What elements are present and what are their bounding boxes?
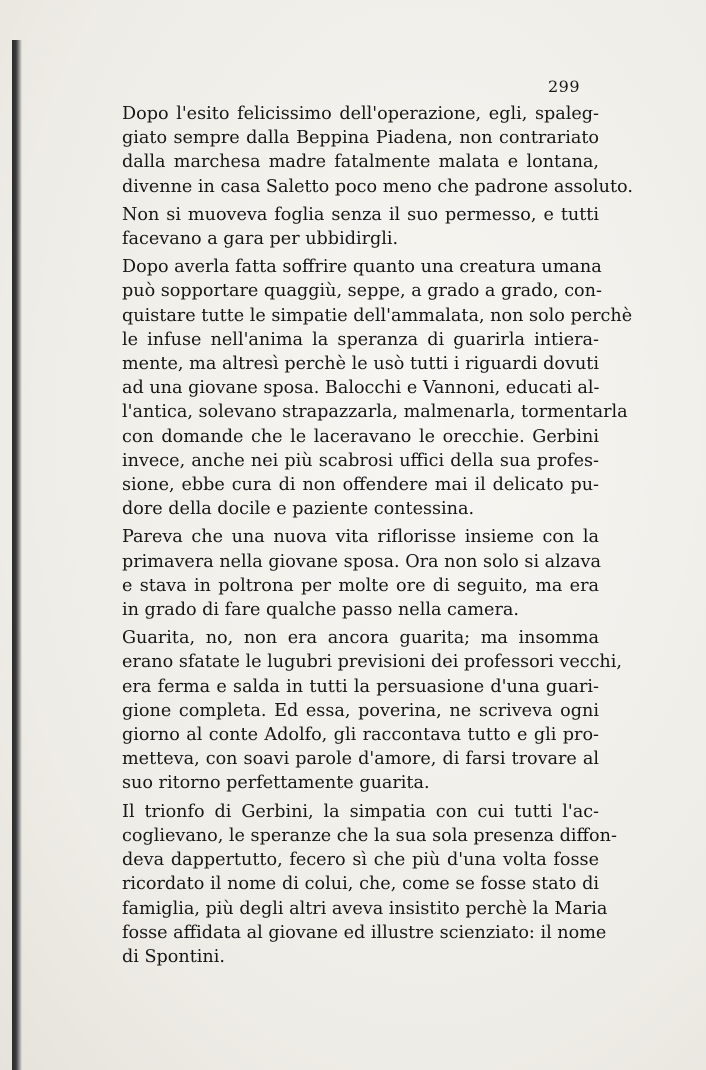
text-line: giorno al conte Adolfo, gli raccontava tutto e gli pro- bbox=[122, 725, 599, 746]
text-line: deva dappertutto, fecero sì che più d'una volta fosse bbox=[122, 850, 599, 871]
binding-edge-shadow bbox=[12, 40, 22, 1070]
text-line: con domande che le laceravano le orecchie. Gerbini bbox=[122, 426, 599, 447]
paragraph bbox=[103, 626, 622, 795]
text-line: quistare tutte le simpatie dell'ammalata, non solo perchè bbox=[122, 305, 633, 326]
paragraph bbox=[103, 255, 633, 521]
paragraph bbox=[103, 102, 633, 199]
text-line: dalla marchesa madre fatalmente malata e lontana, bbox=[122, 152, 599, 173]
text-line: mente, ma altresì perchè le usò tutti i riguardi dovuti bbox=[122, 354, 599, 375]
text-line: suo ritorno perfettamente guarita. bbox=[122, 773, 430, 794]
text-line: Non si muoveva foglia senza il suo permesso, e tutti bbox=[122, 204, 599, 225]
text-line: facevano a gara per ubbidirgli. bbox=[122, 229, 399, 250]
text-line: metteva, con soavi parole d'amore, di farsi trovare al bbox=[122, 749, 599, 770]
text-line: Pareva che una nuova vita riflorisse insieme con la bbox=[122, 527, 599, 548]
text-line: di Spontini. bbox=[122, 946, 225, 967]
text-line: fosse affidata al giovane ed illustre scienziato: il nome bbox=[122, 922, 607, 943]
text-line: erano sfatate le lugubri previsioni dei professori vecchi, bbox=[122, 652, 622, 673]
paragraph bbox=[103, 800, 617, 969]
text-line: era ferma e salda in tutti la persuasione d'una guari- bbox=[122, 676, 599, 697]
text-line: l'antica, solevano strapazzarla, malmenarla, tormentarla bbox=[122, 402, 628, 423]
text-line: primavera nella giovane sposa. Ora non solo si alzava bbox=[122, 551, 601, 572]
text-line: dore della docile e paziente contessina. bbox=[122, 499, 475, 520]
text-line: Il trionfo di Gerbini, la simpatia con cui tutti l'ac- bbox=[122, 801, 599, 822]
paragraph bbox=[103, 525, 599, 622]
text-line: Guarita, no, non era ancora guarita; ma insomma bbox=[122, 628, 599, 649]
text-line: gione completa. Ed essa, poverina, ne scriveva ogni bbox=[122, 700, 599, 721]
text-line: in grado di fare qualche passo nella camera. bbox=[122, 600, 519, 621]
text-line: sione, ebbe cura di non offendere mai il delicato pu- bbox=[122, 475, 599, 496]
text-line: coglievano, le speranze che la sua sola presenza diffon- bbox=[122, 825, 617, 846]
text-line: ricordato il nome di colui, che, come se fosse stato di bbox=[122, 874, 599, 895]
text-line: le infuse nell'anima la speranza di guarirla intiera- bbox=[122, 329, 599, 350]
text-line: e stava in poltrona per molte ore di seguito, ma era bbox=[122, 575, 599, 596]
text-line: può sopportare quaggiù, seppe, a grado a grado, con- bbox=[122, 281, 602, 302]
text-line: Dopo l'esito felicissimo dell'operazione, egli, spaleg- bbox=[122, 104, 599, 124]
paragraph bbox=[103, 203, 599, 251]
text-line: ad una giovane sposa. Balocchi e Vannoni, educati al- bbox=[122, 378, 600, 399]
text-line: divenne in casa Saletto poco meno che padrone assoluto. bbox=[122, 176, 633, 197]
text-line: famiglia, più degli altri aveva insistito perchè la Maria bbox=[122, 898, 608, 919]
body-text bbox=[103, 102, 633, 973]
page-number: 299 bbox=[548, 77, 581, 96]
text-line: invece, anche nei più scabrosi uffici della sua profes- bbox=[122, 450, 599, 471]
text-line: Dopo averla fatta soffrire quanto una creatura umana bbox=[122, 257, 602, 278]
text-line: giato sempre dalla Beppina Piadena, non contrariato bbox=[122, 128, 599, 149]
